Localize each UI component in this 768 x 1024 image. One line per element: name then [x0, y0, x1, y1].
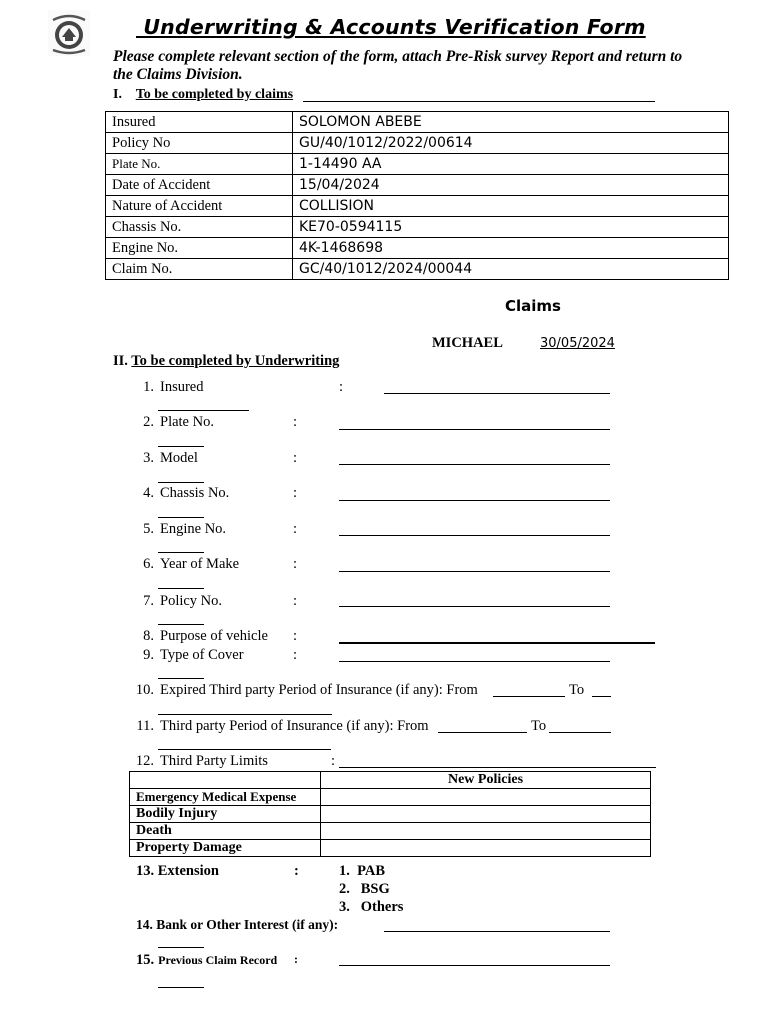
expired-to-field-continuation[interactable]	[158, 714, 332, 715]
option-number: 2.	[339, 881, 350, 897]
list-item	[130, 718, 429, 735]
row-value: SOLOMON ABEBE	[293, 112, 729, 133]
year-of-make-field[interactable]	[339, 571, 610, 572]
list-item	[130, 593, 222, 610]
row-label: Insured	[106, 112, 293, 133]
list-item	[130, 556, 239, 573]
item-number: 11.	[136, 718, 154, 734]
item-label: Engine No.	[160, 521, 227, 537]
purpose-of-vehicle-field[interactable]	[339, 642, 655, 644]
section-1-underline	[303, 101, 655, 102]
option-number: 1.	[339, 863, 350, 879]
table-row	[106, 175, 729, 196]
row-label: Property Damage	[130, 840, 321, 857]
row-label: Chassis No.	[106, 217, 293, 238]
chassis-no-field-continuation[interactable]	[158, 517, 204, 518]
claims-details-table	[105, 111, 729, 280]
previous-claim-field[interactable]	[339, 965, 610, 966]
engine-no-field[interactable]	[339, 535, 610, 536]
row-label: Plate No.	[106, 154, 293, 175]
value-cell[interactable]	[321, 823, 651, 840]
table-row	[130, 823, 651, 840]
header-empty-cell	[130, 772, 321, 789]
item-label: Policy No.	[160, 593, 223, 609]
period-to-field[interactable]	[549, 732, 611, 733]
item-number: 8.	[143, 628, 154, 644]
item-number: 3.	[143, 450, 154, 466]
insured-field[interactable]	[384, 393, 610, 394]
option-label: BSG	[360, 881, 390, 897]
row-label: Bodily Injury	[130, 806, 321, 823]
item-label: Chassis No.	[160, 485, 230, 501]
item-label: Year of Make	[160, 556, 240, 572]
list-item	[130, 682, 478, 699]
item-number: 10.	[135, 682, 154, 698]
item-colon: :	[293, 593, 298, 609]
list-item	[130, 753, 268, 770]
item-number: 7.	[143, 593, 154, 609]
column-header: New Policies	[321, 772, 651, 789]
form-title: Underwriting & Accounts Verification Form	[136, 15, 646, 39]
list-item	[130, 647, 244, 664]
item-label: Type of Cover	[160, 647, 244, 663]
row-value: COLLISION	[293, 196, 729, 217]
company-logo	[48, 10, 90, 56]
previous-claim-item	[136, 951, 277, 969]
row-value: 1-14490 AA	[293, 154, 729, 175]
row-value: KE70-0594115	[293, 217, 729, 238]
period-to-field-continuation[interactable]	[158, 749, 331, 750]
type-of-cover-field-continuation[interactable]	[158, 678, 204, 679]
policy-no-field-continuation[interactable]	[158, 624, 204, 625]
section-1-heading	[113, 87, 293, 103]
item-number: 4.	[143, 485, 154, 501]
item-colon: :	[293, 647, 298, 663]
period-to-label: To	[531, 718, 547, 734]
table-row	[106, 238, 729, 259]
model-field[interactable]	[339, 464, 610, 465]
item-label: Bank or Other Interest (if any):	[156, 917, 339, 932]
item-label: Expired Third party Period of Insurance (if any): From	[160, 682, 478, 698]
item-number: 15.	[136, 952, 155, 968]
item-number: 9.	[143, 647, 154, 663]
item-colon: :	[293, 628, 298, 644]
policy-no-field[interactable]	[339, 606, 610, 607]
row-value: 4K-1468698	[293, 238, 729, 259]
item-number: 6.	[143, 556, 154, 572]
item-colon: :	[293, 485, 298, 501]
item-number: 13.	[136, 863, 155, 879]
row-label: Date of Accident	[106, 175, 293, 196]
third-party-limits-field[interactable]	[339, 767, 656, 768]
period-from-field[interactable]	[438, 732, 527, 733]
value-cell[interactable]	[321, 806, 651, 823]
row-value: 15/04/2024	[293, 175, 729, 196]
table-row	[106, 196, 729, 217]
list-item	[130, 628, 268, 645]
list-item	[130, 414, 214, 431]
extension-option[interactable]	[339, 881, 390, 898]
row-label: Emergency Medical Expense	[130, 789, 321, 806]
table-row	[106, 259, 729, 280]
item-number: 14.	[136, 917, 153, 932]
plate-no-field[interactable]	[339, 429, 610, 430]
table-row	[130, 806, 651, 823]
value-cell[interactable]	[321, 840, 651, 857]
signoff-date: 30/05/2024	[540, 336, 615, 351]
row-value: GU/40/1012/2022/00614	[293, 133, 729, 154]
item-colon: :	[339, 379, 344, 395]
item-number: 5.	[143, 521, 154, 537]
bank-interest-item	[136, 917, 338, 933]
expired-to-label: To	[569, 682, 585, 698]
bank-interest-field[interactable]	[384, 931, 610, 932]
item-colon: :	[293, 450, 298, 466]
item-colon: :	[293, 414, 298, 430]
form-instructions: Please complete relevant section of the form, attach Pre-Risk survey Report and return to the Claims Division.	[113, 48, 683, 83]
list-item	[130, 450, 198, 467]
section-1-title: To be completed by claims	[135, 87, 294, 102]
item-colon: :	[331, 753, 336, 769]
expired-to-field[interactable]	[592, 696, 611, 697]
option-label: Others	[360, 899, 404, 915]
year-of-make-field-continuation[interactable]	[158, 588, 204, 589]
option-number: 3.	[339, 899, 350, 915]
item-label: Extension	[157, 863, 219, 879]
section-2-heading	[113, 353, 339, 370]
item-number: 1.	[143, 379, 154, 395]
item-label: Third Party Limits	[160, 753, 268, 769]
list-item	[130, 521, 226, 538]
item-number: 12.	[135, 753, 154, 769]
table-row	[106, 154, 729, 175]
item-label: Third party Period of Insurance (if any): From	[160, 718, 429, 734]
table-row	[130, 840, 651, 857]
section-1-numeral: I.	[113, 87, 122, 102]
value-cell[interactable]	[321, 789, 651, 806]
item-colon: :	[294, 863, 299, 879]
extension-item	[136, 863, 219, 880]
extension-option[interactable]	[339, 863, 385, 880]
table-row	[106, 217, 729, 238]
model-field-continuation[interactable]	[158, 482, 204, 483]
row-label: Engine No.	[106, 238, 293, 259]
item-label: Model	[160, 450, 198, 466]
section-2-numeral: II.	[113, 353, 128, 369]
previous-claim-field-continuation[interactable]	[158, 987, 204, 988]
claims-signoff-heading: Claims	[505, 297, 561, 315]
item-label: Previous Claim Record	[158, 953, 278, 967]
table-row	[130, 789, 651, 806]
item-colon: :	[294, 952, 298, 966]
bank-interest-field-continuation[interactable]	[158, 947, 204, 948]
plate-no-field-continuation[interactable]	[158, 446, 204, 447]
table-row	[106, 112, 729, 133]
table-row	[106, 133, 729, 154]
third-party-limits-table	[129, 771, 651, 857]
row-value: GC/40/1012/2024/00044	[293, 259, 729, 280]
list-item	[130, 485, 229, 502]
table-row	[130, 772, 651, 789]
extension-option[interactable]	[339, 899, 403, 916]
engine-no-field-continuation[interactable]	[158, 552, 204, 553]
expired-from-field[interactable]	[493, 696, 565, 697]
option-label: PAB	[357, 863, 386, 879]
item-label: Insured	[160, 379, 204, 395]
list-item	[130, 379, 204, 396]
row-label: Nature of Accident	[106, 196, 293, 217]
section-2-title: To be completed by Underwriting	[131, 353, 340, 369]
row-label: Death	[130, 823, 321, 840]
item-label: Plate No.	[160, 414, 214, 430]
item-colon: :	[293, 556, 298, 572]
chassis-no-field[interactable]	[339, 500, 610, 501]
item-colon: :	[293, 521, 298, 537]
signoff-name: MICHAEL	[432, 335, 503, 351]
item-number: 2.	[143, 414, 154, 430]
row-label: Claim No.	[106, 259, 293, 280]
row-label: Policy No	[106, 133, 293, 154]
insured-field-continuation[interactable]	[158, 410, 249, 411]
item-label: Purpose of vehicle	[160, 628, 268, 644]
type-of-cover-field[interactable]	[339, 661, 610, 662]
